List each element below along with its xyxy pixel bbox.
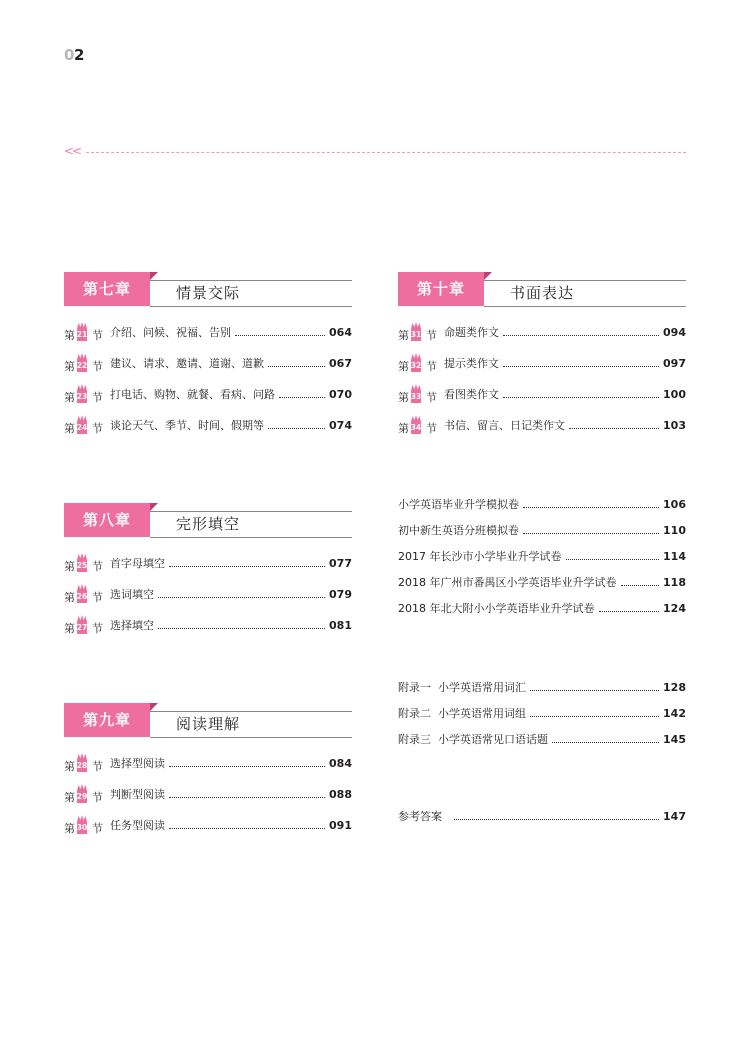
leader-dots xyxy=(523,507,659,508)
toc-entry-page: 103 xyxy=(663,418,686,432)
chapter-rule-bottom xyxy=(484,306,686,307)
leader-dots xyxy=(158,597,325,598)
chapter-title: 情景交际 xyxy=(176,284,241,302)
toc-entry-title: 书信、留言、日记类作文 xyxy=(444,419,565,432)
section-prefix: 第 xyxy=(64,360,75,373)
toc-entry-page: 106 xyxy=(663,497,686,511)
leader-dots xyxy=(530,716,659,717)
toc-entry-answers[interactable] xyxy=(398,806,686,826)
page-number-dim-digit: 0 xyxy=(64,46,74,64)
leader-dots xyxy=(621,585,660,586)
chapter-label: 第七章 xyxy=(64,272,150,306)
section-prefix: 第 xyxy=(64,560,75,573)
section-marker xyxy=(398,384,444,404)
chapter-rule-bottom xyxy=(150,537,352,538)
toc-entry-section-25[interactable] xyxy=(64,553,352,573)
section-prefix: 第 xyxy=(64,822,75,835)
chapter-title: 阅读理解 xyxy=(176,715,241,733)
toc-entry-title: 判断型阅读 xyxy=(110,788,165,801)
toc-entry-title: 选择型阅读 xyxy=(110,757,165,770)
toc-entry-title: 附录三 小学英语常见口语话题 xyxy=(398,733,548,746)
section-number: 21 xyxy=(76,330,88,339)
toc-entry-page: 077 xyxy=(329,556,352,570)
leader-dots xyxy=(169,797,325,798)
toc-entry-appendix-3[interactable] xyxy=(398,729,686,749)
toc-entry-title: 打电话、购物、就餐、看病、问路 xyxy=(110,388,275,401)
section-number: 31 xyxy=(410,330,422,339)
section-marker xyxy=(398,322,444,342)
toc-entry-exam-3[interactable] xyxy=(398,546,686,566)
chapter-rule-top xyxy=(484,280,686,281)
section-suffix: 节 xyxy=(92,791,103,804)
chapter-tab-fold xyxy=(150,503,158,511)
chapter-heading-10 xyxy=(398,272,686,310)
leader-dots xyxy=(523,533,659,534)
toc-entry-title: 附录二 小学英语常用词组 xyxy=(398,707,526,720)
toc-entry-section-31[interactable] xyxy=(398,322,686,342)
leader-dots xyxy=(599,611,660,612)
section-prefix: 第 xyxy=(64,622,75,635)
toc-entry-page: 114 xyxy=(663,549,686,563)
toc-entry-page: 081 xyxy=(329,618,352,632)
page-number-main-digit: 2 xyxy=(73,46,84,64)
section-number: 28 xyxy=(76,761,88,770)
section-marker xyxy=(398,415,444,435)
section-number: 32 xyxy=(410,361,422,370)
leader-dots xyxy=(503,397,659,398)
toc-entry-title: 看图类作文 xyxy=(444,388,499,401)
section-marker xyxy=(64,584,110,604)
section-number: 24 xyxy=(76,423,88,432)
toc-entry-page: 110 xyxy=(663,523,686,537)
toc-entry-section-33[interactable] xyxy=(398,384,686,404)
section-marker xyxy=(64,384,110,404)
section-prefix: 第 xyxy=(398,360,409,373)
leader-dots xyxy=(158,628,325,629)
section-suffix: 节 xyxy=(92,822,103,835)
toc-entry-exam-5[interactable] xyxy=(398,598,686,618)
chapter-rule-bottom xyxy=(150,737,352,738)
section-marker xyxy=(64,353,110,373)
section-suffix: 节 xyxy=(92,391,103,404)
toc-entry-page: 070 xyxy=(329,387,352,401)
toc-entry-section-29[interactable] xyxy=(64,784,352,804)
toc-entry-page: 118 xyxy=(663,575,686,589)
section-marker xyxy=(64,553,110,573)
page-number xyxy=(64,46,84,64)
section-suffix: 节 xyxy=(426,391,437,404)
toc-entry-appendix-2[interactable] xyxy=(398,703,686,723)
double-chevron-left-icon: << xyxy=(64,144,81,158)
section-suffix: 节 xyxy=(92,622,103,635)
section-marker xyxy=(64,753,110,773)
toc-entry-page: 088 xyxy=(329,787,352,801)
section-number: 22 xyxy=(76,361,88,370)
toc-entry-title: 介绍、问候、祝福、告别 xyxy=(110,326,231,339)
toc-entry-title: 2017 年长沙市小学毕业升学试卷 xyxy=(398,550,562,563)
toc-entry-title: 初中新生英语分班模拟卷 xyxy=(398,524,519,537)
toc-entry-title: 小学英语毕业升学模拟卷 xyxy=(398,498,519,511)
section-suffix: 节 xyxy=(92,329,103,342)
toc-entry-page: 124 xyxy=(663,601,686,615)
toc-entry-section-23[interactable] xyxy=(64,384,352,404)
section-prefix: 第 xyxy=(398,329,409,342)
leader-dots xyxy=(566,559,660,560)
toc-entry-title: 选词填空 xyxy=(110,588,154,601)
chapter-label: 第八章 xyxy=(64,503,150,537)
toc-entry-title: 附录一 小学英语常用词汇 xyxy=(398,681,526,694)
chapter-rule-top xyxy=(150,711,352,712)
leader-dots xyxy=(530,690,659,691)
toc-entry-section-32[interactable] xyxy=(398,353,686,373)
section-suffix: 节 xyxy=(92,360,103,373)
toc-entry-page: 084 xyxy=(329,756,352,770)
toc-entry-exam-4[interactable] xyxy=(398,572,686,592)
toc-entry-page: 064 xyxy=(329,325,352,339)
section-prefix: 第 xyxy=(64,760,75,773)
chapter-rule-bottom xyxy=(150,306,352,307)
section-marker xyxy=(64,815,110,835)
toc-entry-title: 命题类作文 xyxy=(444,326,499,339)
section-suffix: 节 xyxy=(92,760,103,773)
leader-dots xyxy=(552,742,659,743)
section-suffix: 节 xyxy=(92,591,103,604)
toc-entry-title: 建议、请求、邀请、道谢、道歉 xyxy=(110,357,264,370)
leader-dots xyxy=(503,335,659,336)
leader-dots xyxy=(235,335,325,336)
section-number: 30 xyxy=(76,823,88,832)
toc-entry-title: 首字母填空 xyxy=(110,557,165,570)
chapter-tab-fold xyxy=(150,272,158,280)
toc-entry-page: 094 xyxy=(663,325,686,339)
chapter-title: 书面表达 xyxy=(510,284,575,302)
section-marker xyxy=(64,615,110,635)
toc-entry-page: 142 xyxy=(663,706,686,720)
toc-entry-title: 提示类作文 xyxy=(444,357,499,370)
chapter-rule-top xyxy=(150,511,352,512)
toc-entry-section-26[interactable] xyxy=(64,584,352,604)
toc-entry-title: 任务型阅读 xyxy=(110,819,165,832)
section-marker xyxy=(398,353,444,373)
leader-dots xyxy=(569,428,659,429)
toc-entry-section-34[interactable] xyxy=(398,415,686,435)
section-number: 26 xyxy=(76,592,88,601)
toc-entry-appendix-1[interactable] xyxy=(398,677,686,697)
toc-entry-page: 067 xyxy=(329,356,352,370)
section-prefix: 第 xyxy=(398,391,409,404)
toc-entry-page: 100 xyxy=(663,387,686,401)
section-number: 27 xyxy=(76,623,88,632)
toc-entry-section-30[interactable] xyxy=(64,815,352,835)
section-suffix: 节 xyxy=(92,560,103,573)
toc-entry-title: 参考答案 xyxy=(398,810,442,823)
leader-dots xyxy=(169,566,325,567)
chapter-rule-top xyxy=(150,280,352,281)
toc-entry-page: 147 xyxy=(663,809,686,823)
dashed-line xyxy=(86,152,686,153)
leader-dots xyxy=(503,366,659,367)
section-prefix: 第 xyxy=(64,391,75,404)
section-number: 25 xyxy=(76,561,88,570)
section-number: 23 xyxy=(76,392,88,401)
toc-entry-page: 091 xyxy=(329,818,352,832)
section-suffix: 节 xyxy=(426,422,437,435)
toc-entry-page: 074 xyxy=(329,418,352,432)
toc-entry-title: 选择填空 xyxy=(110,619,154,632)
toc-entry-section-27[interactable] xyxy=(64,615,352,635)
toc-entry-section-28[interactable] xyxy=(64,753,352,773)
toc-entry-exam-1[interactable] xyxy=(398,494,686,514)
section-marker xyxy=(64,322,110,342)
toc-entry-page: 097 xyxy=(663,356,686,370)
section-number: 34 xyxy=(410,423,422,432)
leader-dots xyxy=(268,366,325,367)
leader-dots xyxy=(169,828,325,829)
chapter-title: 完形填空 xyxy=(176,515,241,533)
section-prefix: 第 xyxy=(64,591,75,604)
section-suffix: 节 xyxy=(426,360,437,373)
toc-entry-page: 128 xyxy=(663,680,686,694)
chapter-heading-9 xyxy=(64,703,352,741)
leader-dots xyxy=(279,397,325,398)
toc-entry-exam-2[interactable] xyxy=(398,520,686,540)
section-suffix: 节 xyxy=(92,422,103,435)
chapter-tab-fold xyxy=(150,703,158,711)
chapter-heading-8 xyxy=(64,503,352,541)
toc-entry-title: 谈论天气、季节、时间、假期等 xyxy=(110,419,264,432)
toc-entry-title: 2018 年北大附小小学英语毕业升学试卷 xyxy=(398,602,595,615)
toc-entry-page: 145 xyxy=(663,732,686,746)
section-prefix: 第 xyxy=(64,329,75,342)
toc-entry-section-24[interactable] xyxy=(64,415,352,435)
leader-dots xyxy=(454,819,659,820)
chapter-tab-fold xyxy=(484,272,492,280)
section-suffix: 节 xyxy=(426,329,437,342)
top-dashed-rule xyxy=(64,146,686,160)
section-number: 29 xyxy=(76,792,88,801)
toc-entry-section-22[interactable] xyxy=(64,353,352,373)
section-prefix: 第 xyxy=(64,791,75,804)
section-marker xyxy=(64,415,110,435)
section-number: 33 xyxy=(410,392,422,401)
toc-entry-page: 079 xyxy=(329,587,352,601)
leader-dots xyxy=(268,428,325,429)
section-marker xyxy=(64,784,110,804)
chapter-heading-7 xyxy=(64,272,352,310)
chapter-label: 第九章 xyxy=(64,703,150,737)
chapter-label: 第十章 xyxy=(398,272,484,306)
section-prefix: 第 xyxy=(64,422,75,435)
leader-dots xyxy=(169,766,325,767)
toc-entry-section-21[interactable] xyxy=(64,322,352,342)
toc-entry-title: 2018 年广州市番禺区小学英语毕业升学试卷 xyxy=(398,576,617,589)
section-prefix: 第 xyxy=(398,422,409,435)
